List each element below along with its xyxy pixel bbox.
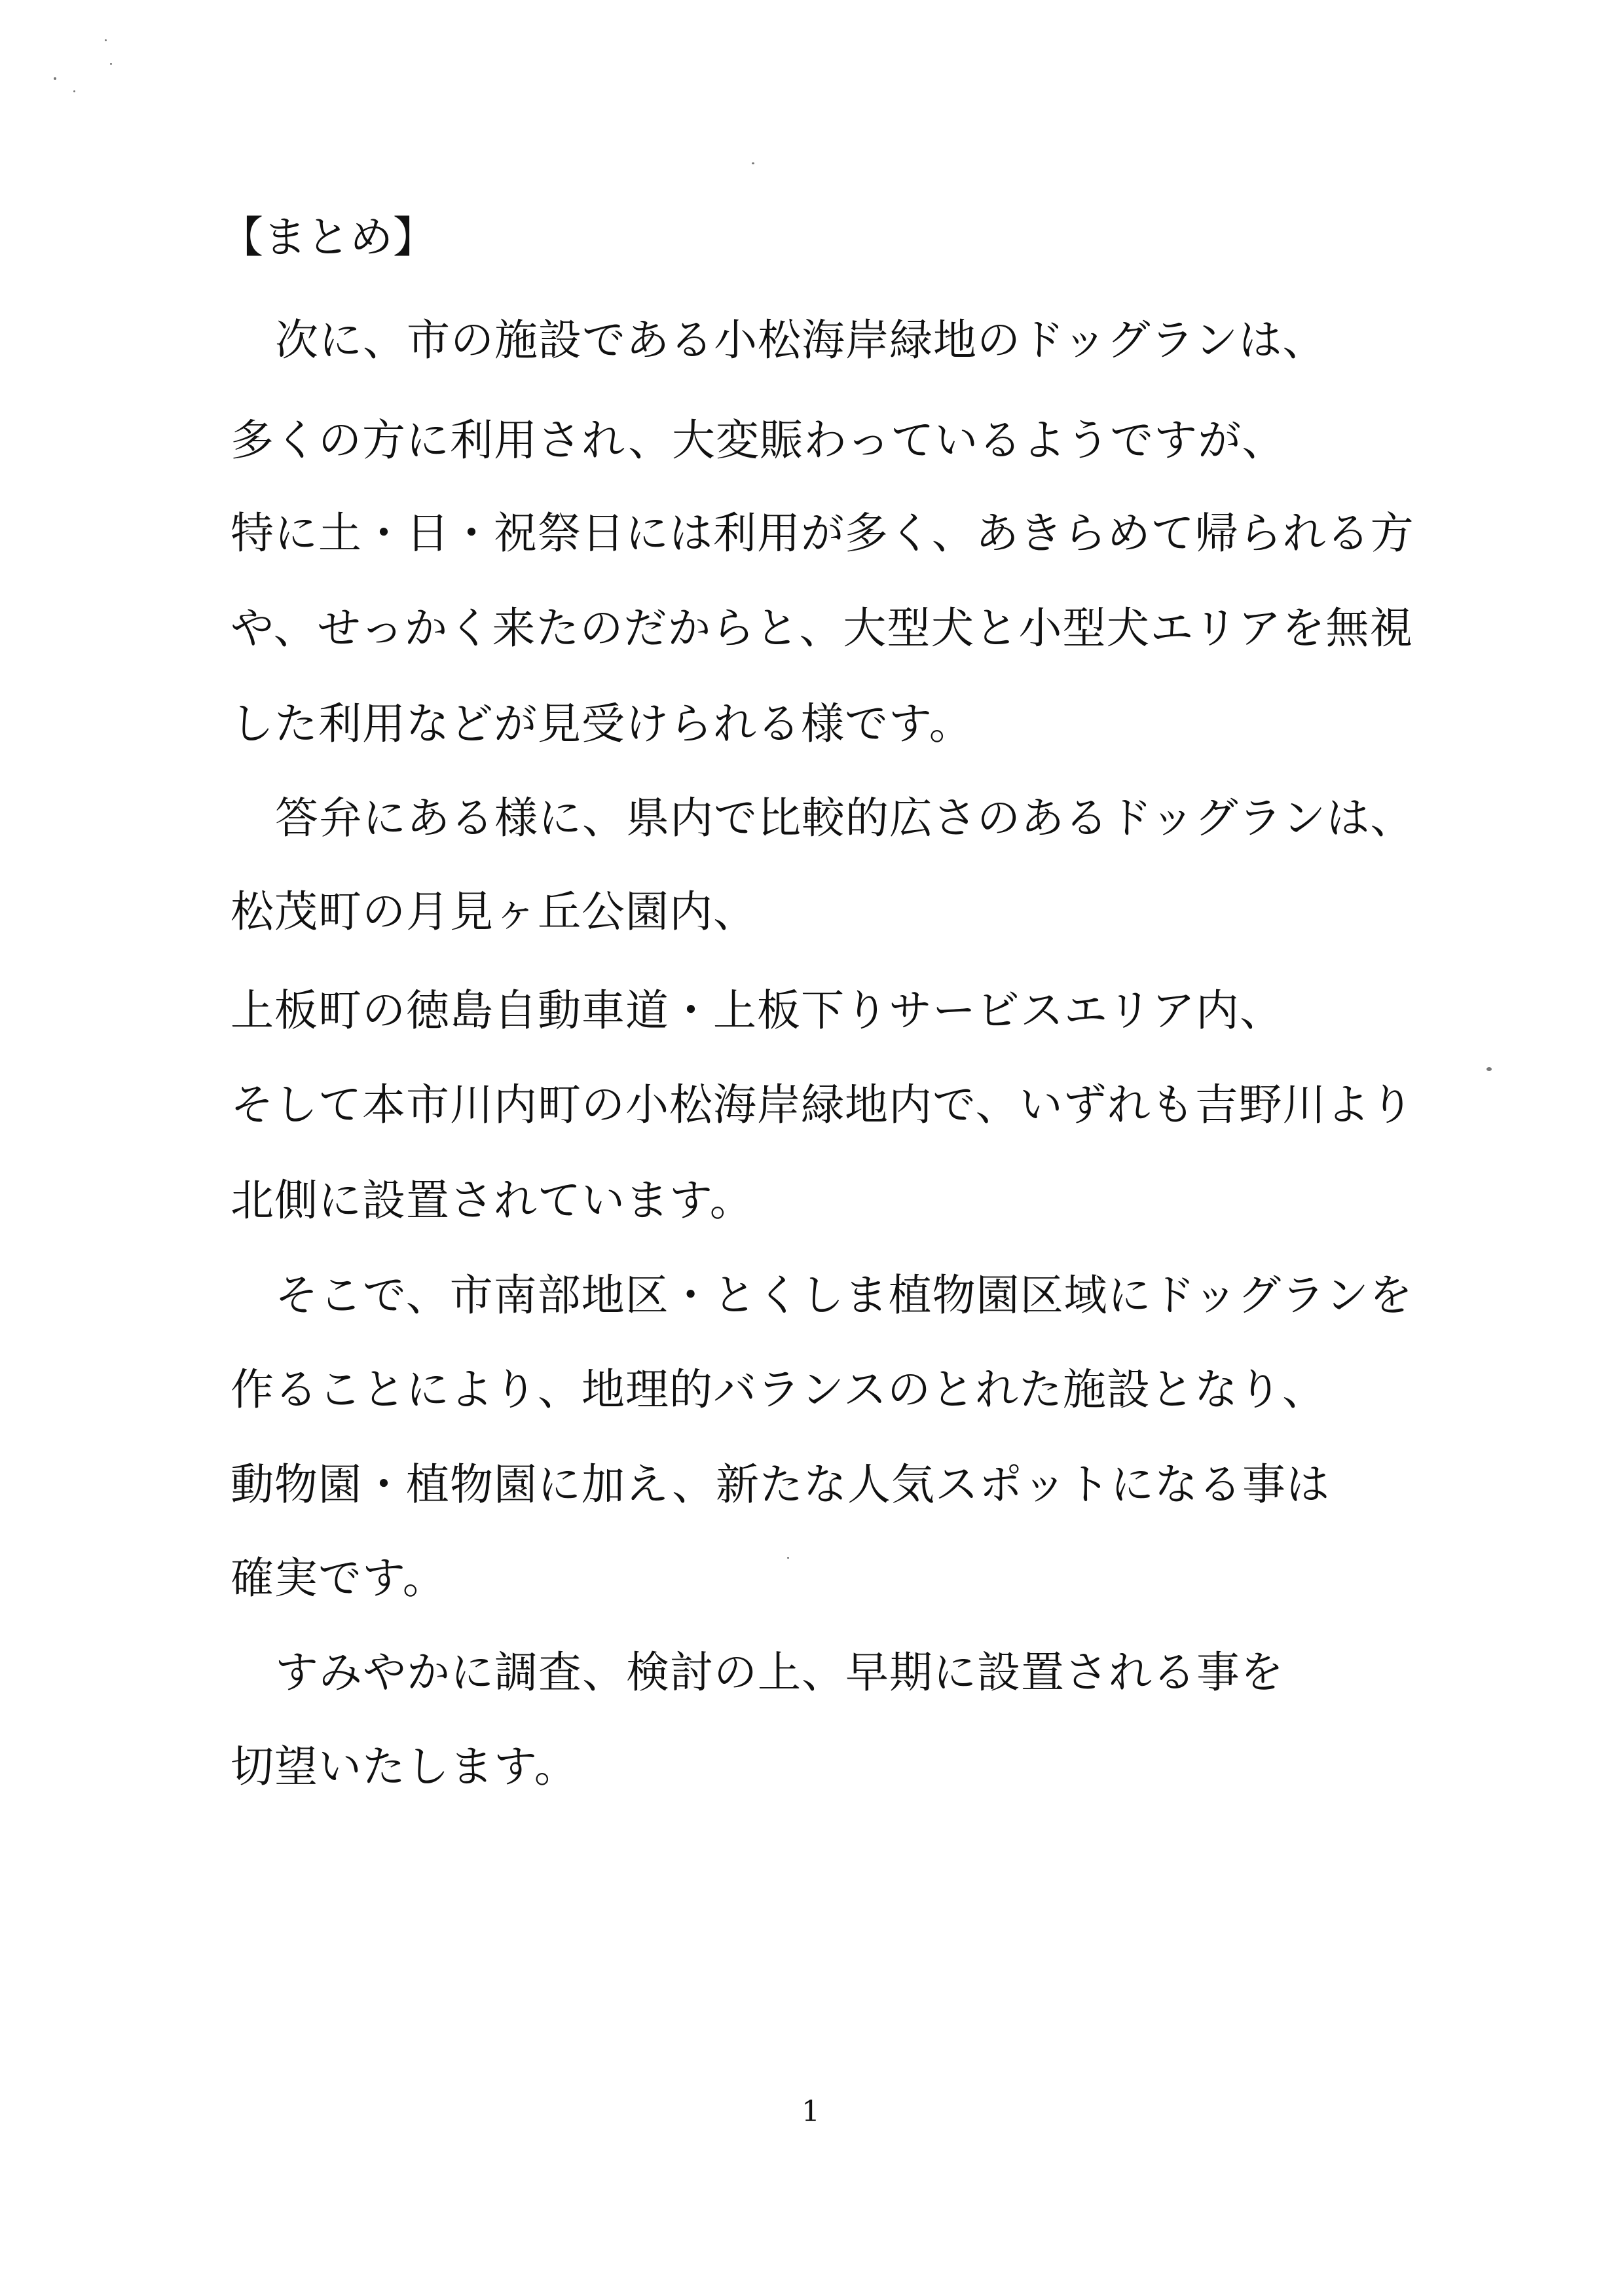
- body-line: 上板町の徳島自動車道・上板下りサービスエリア内、: [231, 985, 1283, 1036]
- scan-speck: [110, 63, 112, 65]
- body-line: 特に土・日・祝祭日には利用が多く、あきらめて帰られる方: [231, 508, 1414, 558]
- body-line: 多くの方に利用され、大変賑わっているようですが、: [231, 415, 1286, 465]
- body-line: 答弁にある様に、県内で比較的広さのあるドッグランは、: [275, 793, 1414, 843]
- body-line: 北側に設置されています。: [231, 1175, 754, 1226]
- body-line: や、せっかく来たのだからと、大型犬と小型犬エリアを無視: [231, 603, 1414, 653]
- page-number: 1: [802, 2095, 820, 2128]
- body-line: 松茂町の月見ヶ丘公園内、: [231, 886, 757, 937]
- body-line: した利用などが見受けられる様です。: [231, 699, 973, 749]
- body-line: 確実です。: [231, 1553, 447, 1603]
- scan-speck: [752, 162, 754, 164]
- body-line: 動物園・植物園に加え、新たな人気スポットになる事は: [231, 1459, 1330, 1510]
- scan-speck: [73, 90, 75, 92]
- body-line: 切望いたします。: [231, 1741, 578, 1792]
- body-line: 作ることにより、地理的バランスのとれた施設となり、: [231, 1364, 1327, 1415]
- scan-speck: [1486, 1067, 1492, 1071]
- body-line: そして本市川内町の小松海岸緑地内で、いずれも吉野川より: [231, 1080, 1414, 1130]
- body-line: すみやかに調査、検討の上、早期に設置される事を: [275, 1647, 1284, 1698]
- scan-speck: [787, 1557, 789, 1559]
- scan-speck: [105, 39, 107, 41]
- scan-speck: [54, 77, 56, 80]
- section-heading: 【まとめ】: [220, 212, 436, 263]
- body-line: 次に、市の施設である小松海岸緑地のドッグランは、: [275, 315, 1327, 365]
- body-line: そこで、市南部地区・とくしま植物園区域にドッグランを: [275, 1270, 1414, 1321]
